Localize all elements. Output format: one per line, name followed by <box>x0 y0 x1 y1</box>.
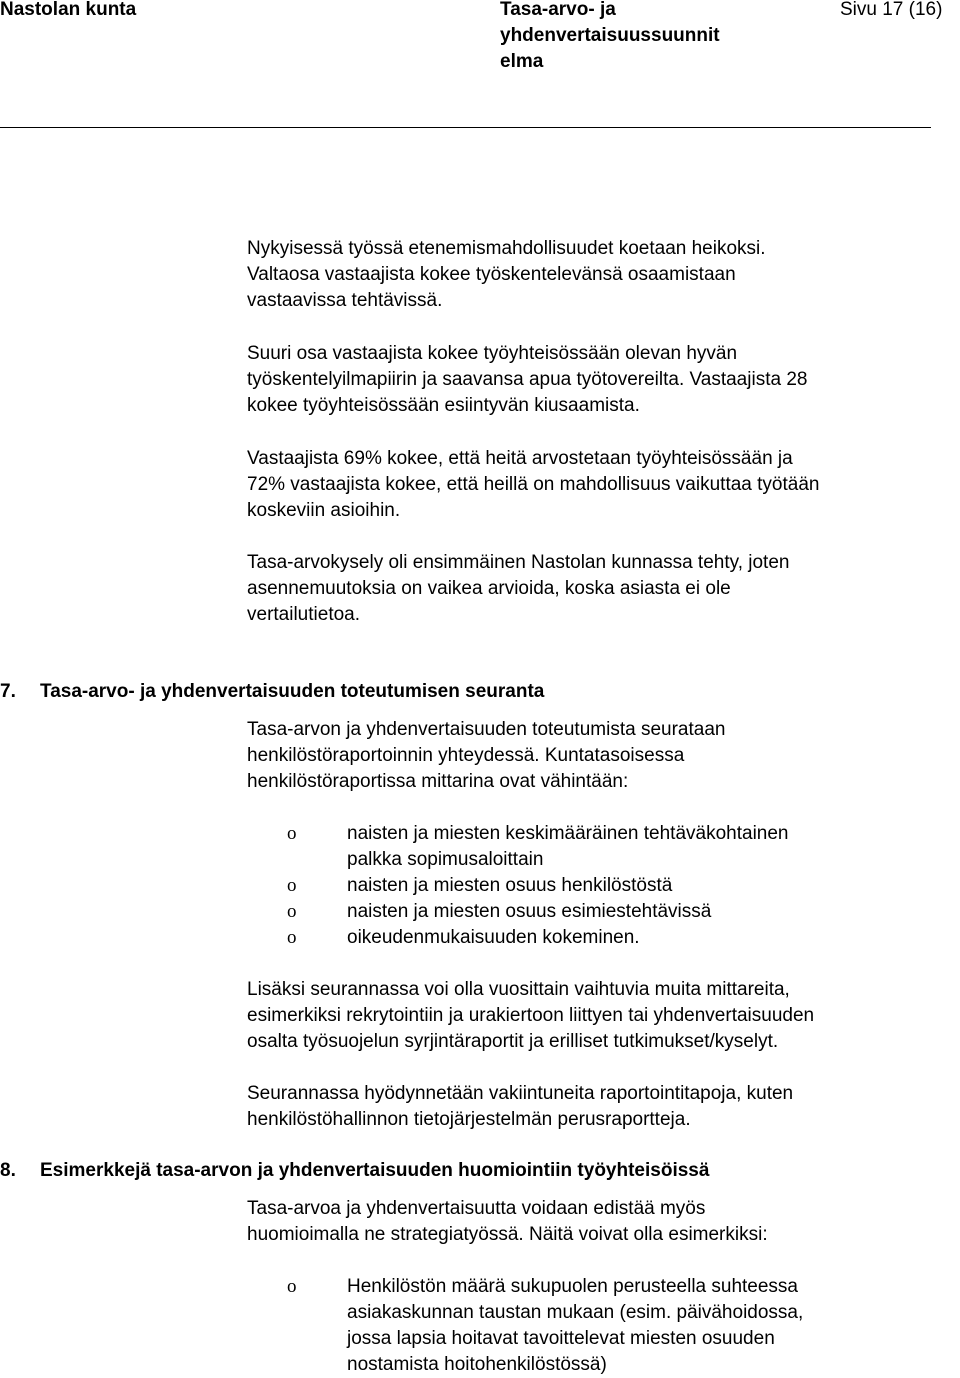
document-title-line: Tasa-arvo- ja <box>500 0 616 20</box>
list-item <box>287 925 937 951</box>
paragraph-survey-note <box>247 550 937 628</box>
text-line: esimerkiksi rekrytointiin ja urakiertoon liittyen tai yhdenvertaisuuden <box>247 1005 815 1026</box>
text-line: koskeviin asioihin. <box>247 500 401 521</box>
bullet-icon: o <box>287 927 297 948</box>
text-line: osalta työsuojelun syrjintäraportit ja erilliset tutkimukset/kyselyt. <box>247 1031 779 1052</box>
text-line: Tasa-arvoa ja yhdenvertaisuutta voidaan edistää myös <box>247 1198 706 1219</box>
paragraph-advancement <box>247 236 937 314</box>
text-line: työskentelyilmapiirin ja saavansa apua työtovereilta. Vastaajista 28 <box>247 369 808 390</box>
text-line: asennemuutoksia on vaikea arvioida, koska asiasta ei ole <box>247 578 731 599</box>
text-line: palkka sopimusaloittain <box>347 849 544 870</box>
section-7-paragraph-2 <box>247 977 937 1055</box>
text-line: naisten ja miesten osuus esimiestehtävissä <box>347 901 712 922</box>
text-line: kokee työyhteisössään esiintyvän kiusaamista. <box>247 395 640 416</box>
text-line: huomioimalla ne strategiatyössä. Näitä voivat olla esimerkiksi: <box>247 1224 768 1245</box>
document-org-name: Nastolan kunta <box>0 0 137 20</box>
text-line: henkilöstöhallinnon tietojärjestelmän perusraportteja. <box>247 1109 691 1130</box>
bullet-icon: o <box>287 1276 297 1297</box>
section-number: 8. <box>0 1160 16 1181</box>
bullet-icon: o <box>287 875 297 896</box>
list-item <box>287 899 937 925</box>
section-title: Esimerkkejä tasa-arvon ja yhdenvertaisuuden huomiointiin työyhteisöissä <box>40 1160 710 1181</box>
bullet-icon: o <box>287 901 297 922</box>
text-line: Nykyisessä työssä etenemismahdollisuudet koetaan heikoksi. <box>247 238 766 259</box>
text-line: Tasa-arvon ja yhdenvertaisuuden toteutumista seurataan <box>247 719 726 740</box>
page-number: Sivu 17 (16) <box>840 0 943 20</box>
document-title-line: yhdenvertaisuussuunnit <box>500 25 720 46</box>
paragraph-work-atmosphere <box>247 341 937 419</box>
section-8-examples-list <box>287 1274 937 1378</box>
section-8-heading <box>0 1158 709 1184</box>
text-line: Vastaajista 69% kokee, että heitä arvostetaan työyhteisössään ja <box>247 448 793 469</box>
text-line: 72% vastaajista kokee, että heillä on mahdollisuus vaikuttaa työtään <box>247 474 820 495</box>
text-line: Suuri osa vastaajista kokee työyhteisössään olevan hyvän <box>247 343 738 364</box>
list-item <box>287 873 937 899</box>
section-8-intro <box>247 1196 937 1248</box>
list-item <box>287 821 937 873</box>
section-7-paragraph-3 <box>247 1081 937 1133</box>
text-line: henkilöstöraportissa mittarina ovat vähintään: <box>247 771 629 792</box>
text-line: vastaavissa tehtävissä. <box>247 290 443 311</box>
text-line: Valtaosa vastaajista kokee työskentelevänsä osaamistaan <box>247 264 736 285</box>
document-title-line: elma <box>500 51 544 72</box>
text-line: naisten ja miesten keskimääräinen tehtäväkohtainen <box>347 823 789 844</box>
text-line: jossa lapsia hoitavat tavoittelevat miesten osuuden <box>347 1328 775 1349</box>
text-line: nostamista hoitohenkilöstössä) <box>347 1354 607 1375</box>
list-item <box>287 1274 937 1378</box>
header-divider <box>0 127 931 128</box>
text-line: oikeudenmukaisuuden kokeminen. <box>347 927 640 948</box>
paragraph-appreciation <box>247 446 937 524</box>
text-line: Seurannassa hyödynnetään vakiintuneita raportointitapoja, kuten <box>247 1083 794 1104</box>
text-line: Lisäksi seurannassa voi olla vuosittain vaihtuvia muita mittareita, <box>247 979 790 1000</box>
text-line: Tasa-arvokysely oli ensimmäinen Nastolan kunnassa tehty, joten <box>247 552 790 573</box>
text-line: naisten ja miesten osuus henkilöstöstä <box>347 875 673 896</box>
document-title <box>500 0 800 75</box>
section-title: Tasa-arvo- ja yhdenvertaisuuden toteutumisen seuranta <box>40 681 545 702</box>
section-number: 7. <box>0 681 16 702</box>
section-7-heading <box>0 679 544 705</box>
text-line: asiakaskunnan taustan mukaan (esim. päivähoidossa, <box>347 1302 804 1323</box>
text-line: vertailutietoa. <box>247 604 361 625</box>
text-line: henkilöstöraportoinnin yhteydessä. Kuntatasoisessa <box>247 745 685 766</box>
section-7-intro <box>247 717 937 795</box>
section-7-metrics-list <box>287 821 937 951</box>
text-line: Henkilöstön määrä sukupuolen perusteella suhteessa <box>347 1276 798 1297</box>
bullet-icon: o <box>287 823 297 844</box>
